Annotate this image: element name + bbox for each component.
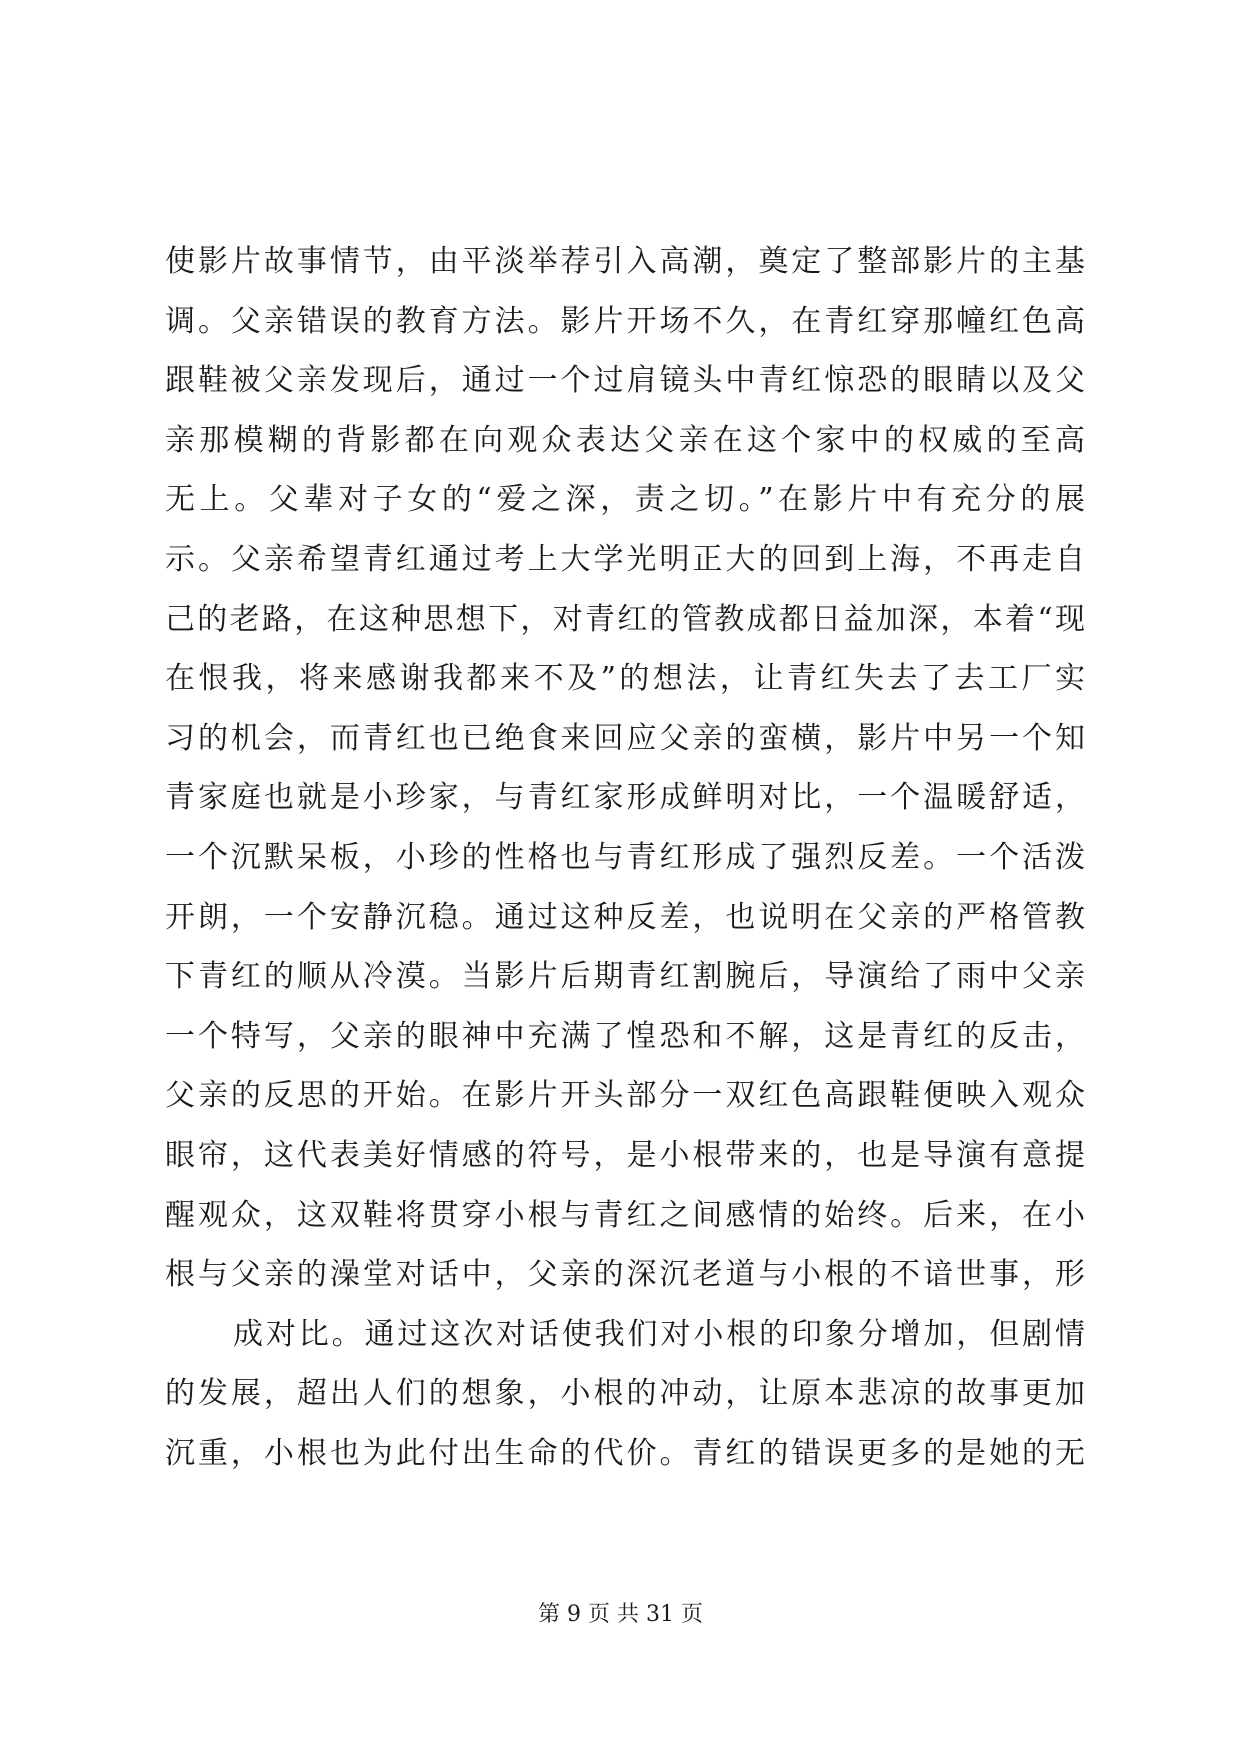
text-line: 醒观众，这双鞋将贯穿小根与青红之间感情的始终。后来，在小 xyxy=(165,1197,1085,1233)
text-line: 沉重，小根也为此付出生命的代价。青红的错误更多的是她的无 xyxy=(165,1435,1085,1471)
text-line: 己的老路，在这种思想下，对青红的管教成都日益加深，本着“现 xyxy=(165,601,1085,637)
text-line: 使影片故事情节，由平淡举荐引入高潮，奠定了整部影片的主基 xyxy=(165,244,1085,279)
text-line: 无上。父辈对子女的“爱之深，责之切。”在影片中有充分的展 xyxy=(165,482,1085,518)
text-line: 示。父亲希望青红通过考上大学光明正大的回到上海，不再走自 xyxy=(165,541,1085,577)
body-text xyxy=(165,232,1085,1483)
text-line: 一个沉默呆板，小珍的性格也与青红形成了强烈反差。一个活泼 xyxy=(165,839,1085,875)
page-number-footer: 第 9 页 共 31 页 xyxy=(538,1602,703,1627)
text-line: 成对比。通过这次对话使我们对小根的印象分增加，但剧情 xyxy=(233,1316,1085,1352)
text-line: 调。父亲错误的教育方法。影片开场不久，在青红穿那幢红色高 xyxy=(165,303,1085,339)
text-line: 习的机会，而青红也已绝食来回应父亲的蛮横，影片中另一个知 xyxy=(165,720,1085,756)
text-line: 一个特写，父亲的眼神中充满了惶恐和不解，这是青红的反击， xyxy=(165,1018,1085,1054)
text-line: 父亲的反思的开始。在影片开头部分一双红色高跟鞋便映入观众 xyxy=(165,1078,1085,1114)
text-line: 下青红的顺从冷漠。当影片后期青红割腕后，导演给了雨中父亲 xyxy=(165,959,1085,995)
paragraph-1 xyxy=(165,232,1085,1305)
text-line: 青家庭也就是小珍家，与青红家形成鲜明对比，一个温暖舒适， xyxy=(165,780,1085,816)
paragraph-2 xyxy=(165,1305,1085,1484)
text-line: 开朗，一个安静沉稳。通过这种反差，也说明在父亲的严格管教 xyxy=(165,899,1085,935)
text-line: 根与父亲的澡堂对话中，父亲的深沉老道与小根的不谙世事，形 xyxy=(165,1257,1085,1293)
text-line: 在恨我，将来感谢我都来不及”的想法，让青红失去了去工厂实 xyxy=(165,661,1085,697)
text-line: 跟鞋被父亲发现后，通过一个过肩镜头中青红惊恐的眼睛以及父 xyxy=(165,363,1085,399)
text-line: 的发展，超出人们的想象，小根的冲动，让原本悲凉的故事更加 xyxy=(165,1376,1085,1412)
text-line: 眼帘，这代表美好情感的符号，是小根带来的，也是导演有意提 xyxy=(165,1137,1085,1173)
text-line: 亲那模糊的背影都在向观众表达父亲在这个家中的权威的至高 xyxy=(165,422,1085,458)
